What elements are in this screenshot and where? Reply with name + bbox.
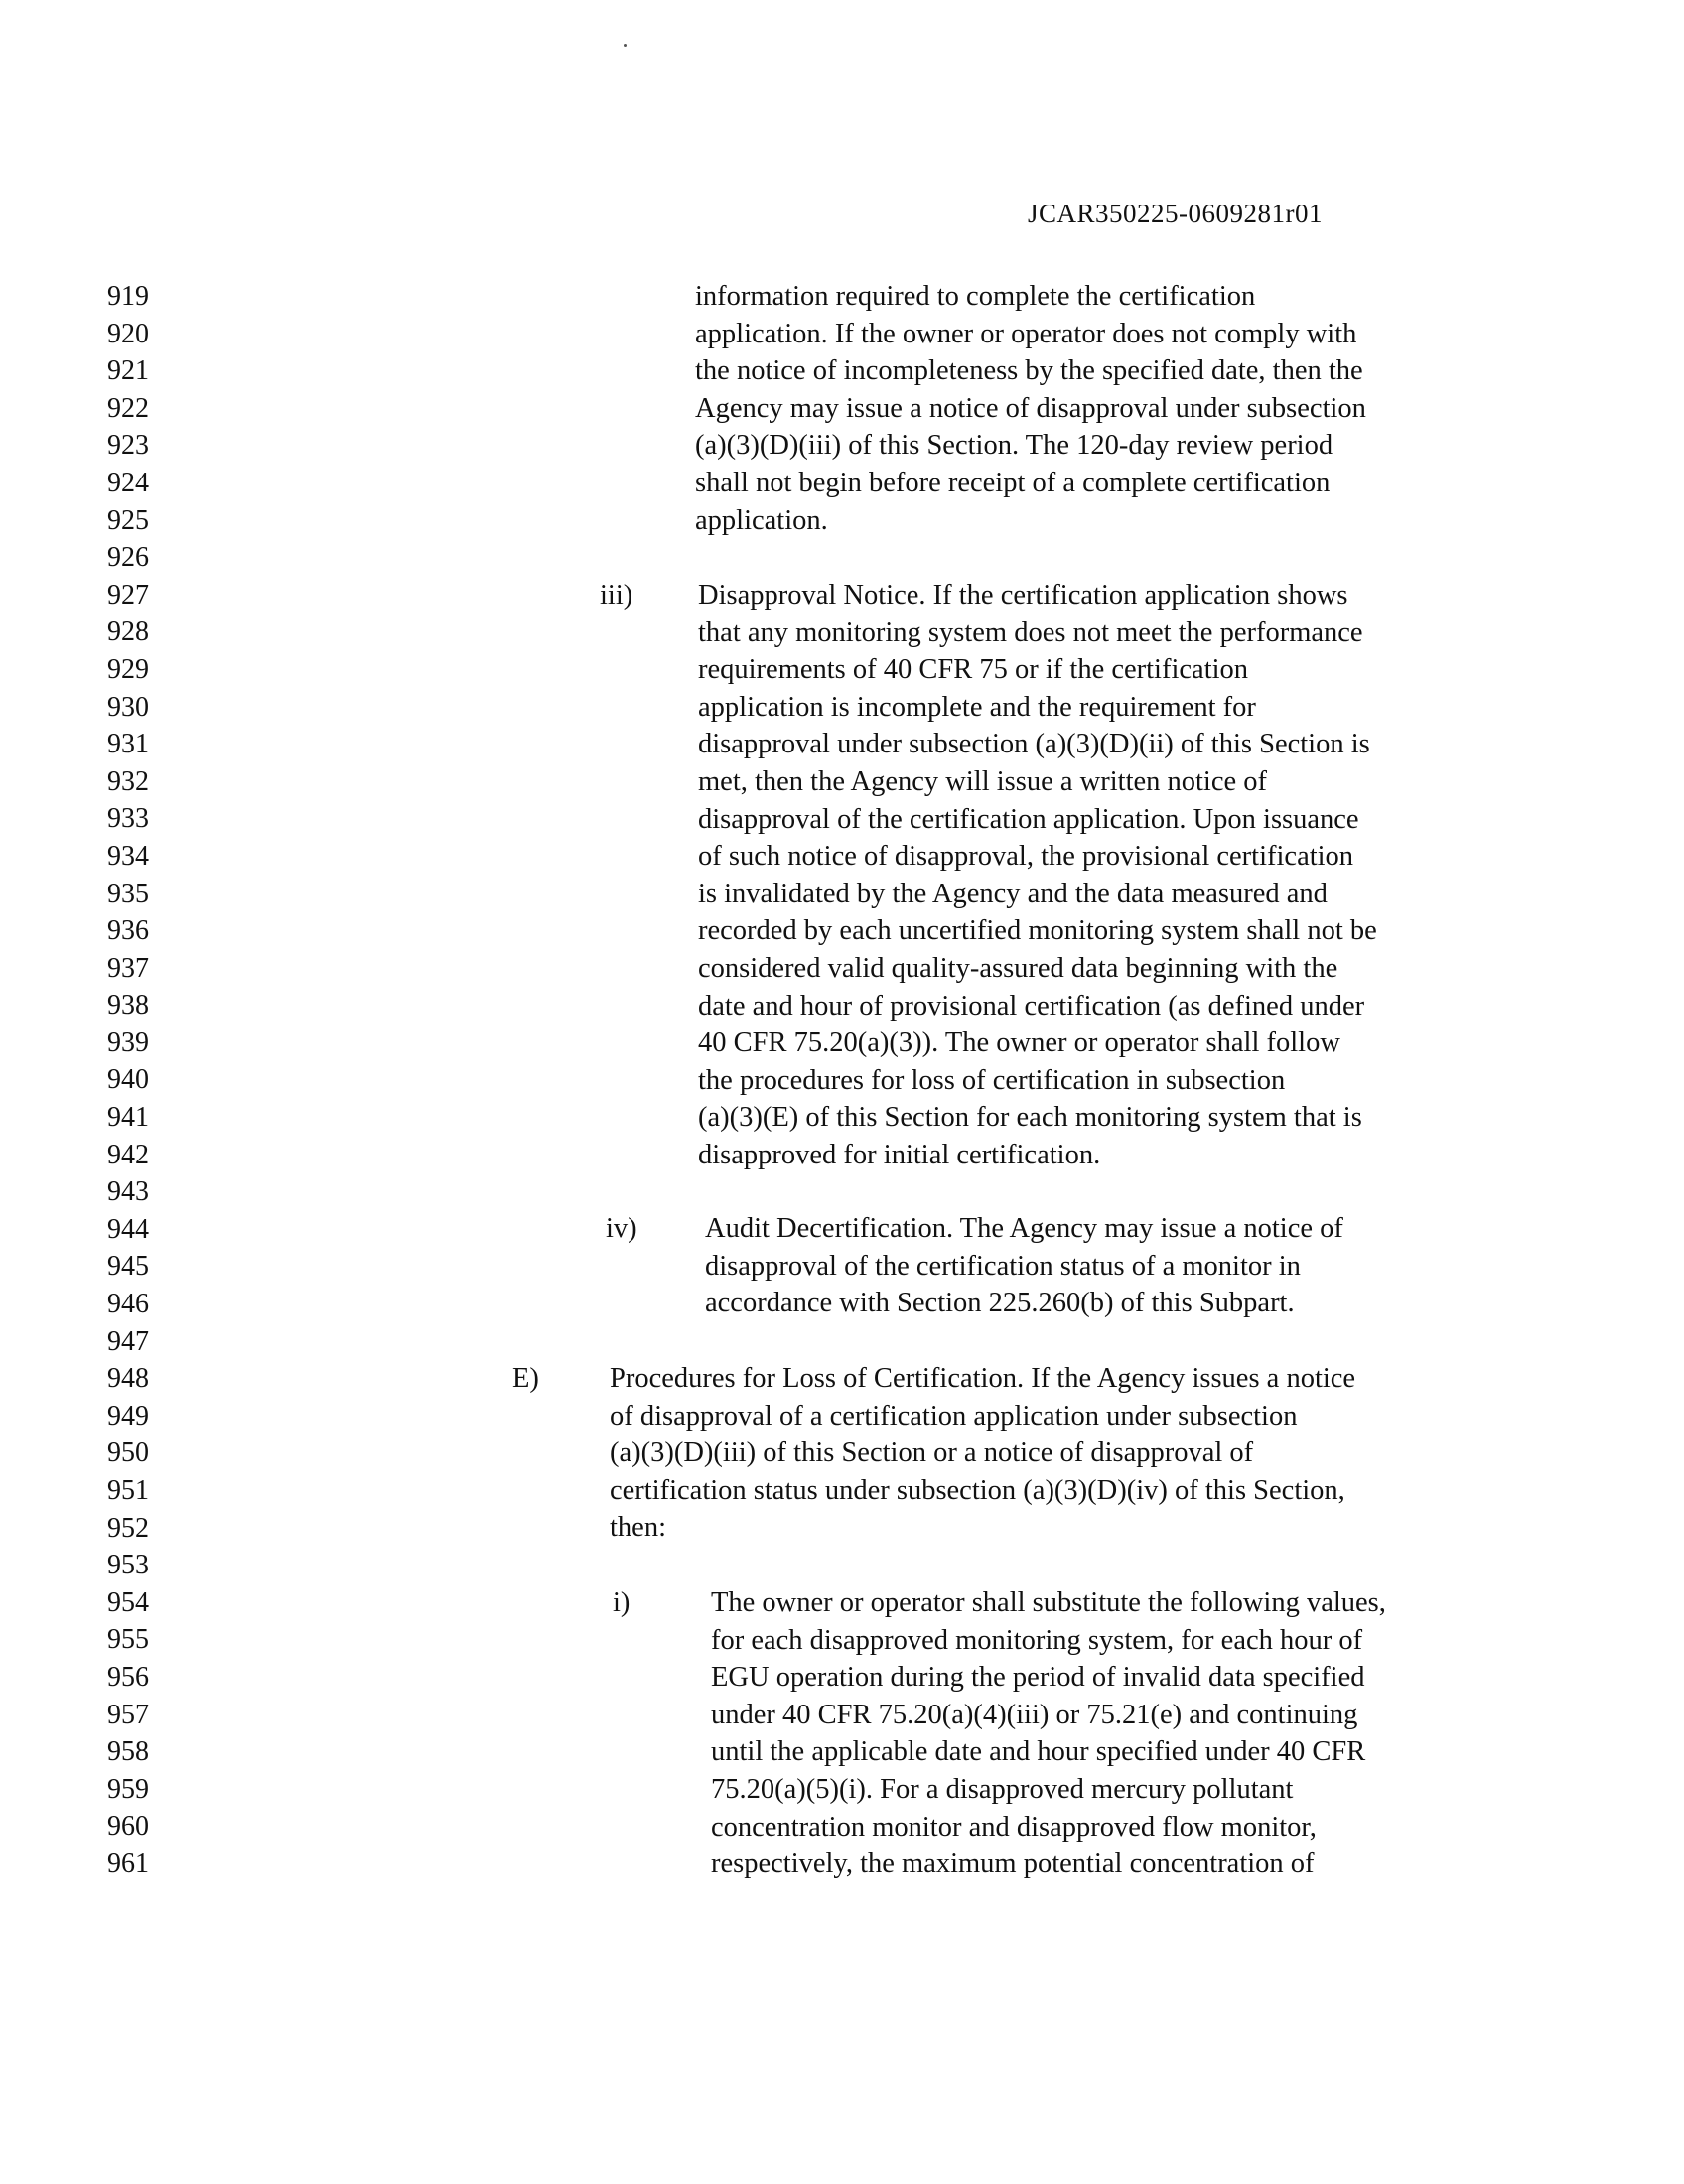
text-line: recorded by each uncertified monitoring system shall not be <box>698 915 1377 947</box>
line-number: 938 <box>107 990 149 1022</box>
text-line: then: <box>610 1512 666 1544</box>
line-number: 959 <box>107 1773 149 1805</box>
line-number: 955 <box>107 1624 149 1656</box>
line-number: 929 <box>107 653 149 685</box>
line-number: 924 <box>107 467 149 498</box>
line-number: 942 <box>107 1139 149 1170</box>
text-line: The owner or operator shall substitute the following values, <box>711 1587 1386 1618</box>
scan-speck <box>624 44 627 47</box>
item-iv-paragraph <box>705 1210 1343 1322</box>
line-number: 928 <box>107 616 149 648</box>
text-line: until the applicable date and hour specified under 40 CFR <box>711 1736 1366 1768</box>
text-line: application is incomplete and the requirement for <box>698 691 1256 723</box>
text-line: Disapproval Notice. If the certification application shows <box>698 580 1348 611</box>
line-number: 952 <box>107 1512 149 1544</box>
line-number: 960 <box>107 1811 149 1843</box>
document-id: JCAR350225-0609281r01 <box>1028 199 1324 228</box>
text-line: under 40 CFR 75.20(a)(4)(iii) or 75.21(e) and continuing <box>711 1699 1358 1730</box>
line-number: 919 <box>107 281 149 312</box>
line-number: 921 <box>107 355 149 387</box>
line-number: 937 <box>107 952 149 984</box>
text-line: date and hour of provisional certification (as defined under <box>698 990 1365 1022</box>
line-number: 943 <box>107 1176 149 1208</box>
line-number: 956 <box>107 1661 149 1693</box>
text-line: EGU operation during the period of invalid data specified <box>711 1662 1365 1694</box>
line-number: 947 <box>107 1325 149 1357</box>
text-line: the notice of incompleteness by the specified date, then the <box>695 355 1363 387</box>
text-line: of such notice of disapproval, the provisional certification <box>698 841 1354 873</box>
text-line: the procedures for loss of certification in subsection <box>698 1064 1286 1096</box>
item-E-marker: E) <box>512 1363 539 1394</box>
line-number: 939 <box>107 1026 149 1058</box>
item-E-paragraph <box>610 1360 1355 1547</box>
item-iv-marker: iv) <box>606 1213 637 1244</box>
line-number: 961 <box>107 1847 149 1879</box>
text-line: disapproval of the certification status of a monitor in <box>705 1250 1301 1282</box>
line-number: 934 <box>107 840 149 872</box>
line-number: 925 <box>107 504 149 536</box>
line-number: 944 <box>107 1213 149 1245</box>
line-number: 932 <box>107 765 149 797</box>
line-number: 949 <box>107 1400 149 1432</box>
line-number: 941 <box>107 1102 149 1134</box>
line-number: 940 <box>107 1064 149 1096</box>
text-line: (a)(3)(D)(iii) of this Section. The 120-day review period <box>695 430 1333 462</box>
text-line: shall not begin before receipt of a complete certification <box>695 467 1331 498</box>
text-line: disapproval under subsection (a)(3)(D)(ii) of this Section is <box>698 729 1370 760</box>
text-line: that any monitoring system does not meet the performance <box>698 616 1363 648</box>
line-number: 930 <box>107 691 149 723</box>
line-number: 954 <box>107 1586 149 1618</box>
line-number: 920 <box>107 318 149 349</box>
text-line: information required to complete the certification <box>695 281 1256 312</box>
text-line: concentration monitor and disapproved flow monitor, <box>711 1811 1317 1843</box>
text-line: disapproved for initial certification. <box>698 1139 1101 1170</box>
line-number: 958 <box>107 1736 149 1768</box>
line-number: 953 <box>107 1550 149 1581</box>
text-line: application. If the owner or operator does not comply with <box>695 318 1357 349</box>
line-number: 933 <box>107 803 149 835</box>
line-number: 936 <box>107 915 149 947</box>
text-line: application. <box>695 504 828 536</box>
text-line: (a)(3)(D)(iii) of this Section or a notice of disapproval of <box>610 1437 1254 1469</box>
line-number: 957 <box>107 1699 149 1730</box>
text-line: requirements of 40 CFR 75 or if the certification <box>698 654 1249 686</box>
line-number: 926 <box>107 542 149 574</box>
line-number: 927 <box>107 579 149 611</box>
line-number: 931 <box>107 729 149 760</box>
item-iii-marker: iii) <box>600 580 633 611</box>
line-number: 946 <box>107 1289 149 1320</box>
line-number: 935 <box>107 878 149 909</box>
continuation-paragraph <box>695 278 1366 539</box>
text-line: certification status under subsection (a)(3)(D)(iv) of this Section, <box>610 1474 1345 1506</box>
line-number: 922 <box>107 392 149 424</box>
line-number: 923 <box>107 430 149 462</box>
line-number: 951 <box>107 1475 149 1506</box>
text-line: accordance with Section 225.260(b) of this Subpart. <box>705 1288 1295 1319</box>
text-line: met, then the Agency will issue a written notice of <box>698 765 1268 797</box>
item-iii-paragraph <box>698 577 1377 1174</box>
text-line: 40 CFR 75.20(a)(3)). The owner or operator shall follow <box>698 1027 1340 1059</box>
line-number-column <box>107 278 187 1883</box>
line-number: 945 <box>107 1251 149 1283</box>
line-number: 948 <box>107 1363 149 1395</box>
item-E-i-marker: i) <box>613 1587 631 1618</box>
text-line: (a)(3)(E) of this Section for each monitoring system that is <box>698 1102 1362 1134</box>
text-line: considered valid quality-assured data beginning with the <box>698 952 1338 984</box>
text-line: respectively, the maximum potential concentration of <box>711 1848 1315 1880</box>
text-line: disapproval of the certification application. Upon issuance <box>698 803 1359 835</box>
text-line: Agency may issue a notice of disapproval under subsection <box>695 392 1366 424</box>
text-line: is invalidated by the Agency and the data measured and <box>698 878 1328 909</box>
text-line: for each disapproved monitoring system, for each hour of <box>711 1624 1363 1656</box>
text-line: 75.20(a)(5)(i). For a disapproved mercury pollutant <box>711 1773 1294 1805</box>
line-number: 950 <box>107 1437 149 1469</box>
text-line: Audit Decertification. The Agency may issue a notice of <box>705 1213 1343 1244</box>
item-E-i-paragraph <box>711 1584 1386 1883</box>
text-line: of disapproval of a certification application under subsection <box>610 1400 1298 1432</box>
text-line: Procedures for Loss of Certification. If the Agency issues a notice <box>610 1363 1356 1394</box>
